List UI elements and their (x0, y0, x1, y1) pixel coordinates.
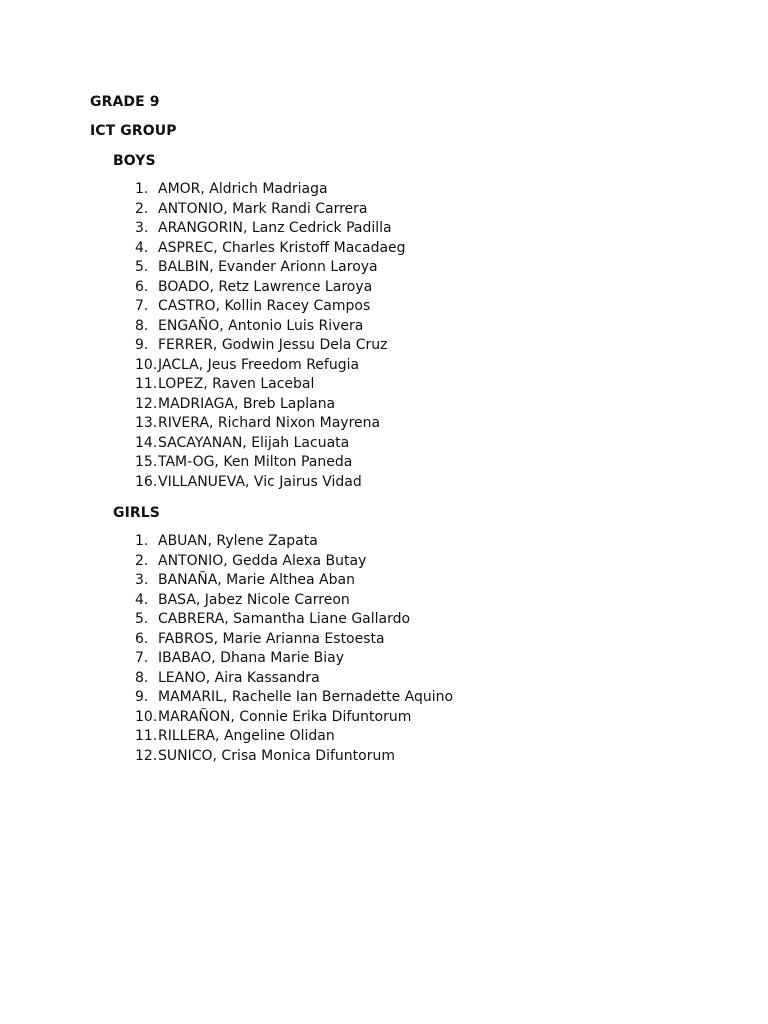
list-item (135, 239, 406, 259)
student-name: BOADO, Retz Lawrence Laroya (158, 278, 373, 295)
list-item (135, 258, 406, 278)
list-item (135, 317, 406, 337)
student-name: CASTRO, Kollin Racey Campos (158, 298, 371, 314)
student-name: ARANGORIN, Lanz Cedrick Padilla (158, 220, 392, 236)
student-name: FERRER, Godwin Jessu Dela Cruz (158, 337, 388, 353)
list-item (135, 434, 406, 454)
list-number: 16. (135, 473, 158, 490)
list-item (135, 552, 453, 572)
list-item (135, 200, 406, 220)
list-item (135, 688, 453, 708)
list-item (135, 669, 453, 689)
list-item (135, 375, 406, 395)
list-number: 11. (135, 376, 158, 392)
student-name: RIVERA, Richard Nixon Mayrena (158, 415, 381, 431)
list-item (135, 414, 406, 434)
boys-list (135, 180, 406, 492)
list-number: 1. (135, 533, 149, 549)
list-number: 13. (135, 415, 158, 431)
list-item (135, 473, 406, 493)
grade-heading: GRADE 9 (90, 94, 160, 110)
list-number: 6. (135, 630, 149, 647)
student-name: IBABAO, Dhana Marie Biay (158, 650, 345, 666)
student-name: AMOR, Aldrich Madriaga (158, 181, 328, 197)
list-number: 11. (135, 728, 158, 744)
list-number: 2. (135, 552, 149, 569)
list-number: 15. (135, 454, 158, 470)
student-name: MARAÑON, Connie Erika Difuntorum (158, 708, 412, 725)
girls-list (135, 532, 453, 766)
student-name: TAM-OG, Ken Milton Paneda (158, 454, 353, 470)
student-name: LOPEZ, Raven Lacebal (158, 376, 315, 392)
student-name: JACLA, Jeus Freedom Refugia (158, 356, 360, 373)
student-name: LEANO, Aira Kassandra (158, 669, 320, 686)
boys-heading: BOYS (113, 153, 156, 169)
student-name: BANAÑA, Marie Althea Aban (158, 572, 355, 588)
list-item (135, 532, 453, 552)
student-name: ANTONIO, Gedda Alexa Butay (158, 552, 367, 569)
student-name: ANTONIO, Mark Randi Carrera (158, 200, 368, 217)
student-name: SUNICO, Crisa Monica Difuntorum (158, 747, 395, 764)
student-name: FABROS, Marie Arianna Estoesta (158, 630, 385, 647)
list-number: 10. (135, 356, 158, 373)
student-name: ASPREC, Charles Kristoff Macadaeg (158, 239, 406, 256)
list-number: 9. (135, 337, 149, 353)
list-item (135, 708, 453, 728)
list-item (135, 591, 453, 611)
list-number: 4. (135, 591, 149, 608)
list-number: 8. (135, 669, 149, 686)
list-item (135, 219, 406, 239)
student-name: MADRIAGA, Breb Laplana (158, 395, 336, 412)
list-number: 7. (135, 650, 149, 666)
list-number: 4. (135, 239, 149, 256)
list-item (135, 747, 453, 767)
student-name: BASA, Jabez Nicole Carreon (158, 591, 350, 608)
list-item (135, 571, 453, 591)
list-item (135, 395, 406, 415)
list-item (135, 356, 406, 376)
list-number: 7. (135, 298, 149, 314)
list-item (135, 278, 406, 298)
student-name: SACAYANAN, Elijah Lacuata (158, 434, 350, 451)
list-item (135, 630, 453, 650)
list-number: 10. (135, 708, 158, 725)
list-item (135, 610, 453, 630)
list-item (135, 649, 453, 669)
list-number: 12. (135, 747, 158, 764)
list-item (135, 297, 406, 317)
list-number: 3. (135, 220, 149, 236)
list-number: 12. (135, 395, 158, 412)
list-item (135, 727, 453, 747)
list-number: 14. (135, 434, 158, 451)
list-item (135, 180, 406, 200)
student-name: MAMARIL, Rachelle Ian Bernadette Aquino (158, 689, 454, 705)
list-item (135, 453, 406, 473)
list-item (135, 336, 406, 356)
list-number: 5. (135, 259, 149, 275)
list-number: 9. (135, 689, 149, 705)
girls-heading: GIRLS (113, 505, 160, 521)
list-number: 2. (135, 200, 149, 217)
group-heading: ICT GROUP (90, 123, 177, 139)
student-name: BALBIN, Evander Arionn Laroya (158, 259, 378, 275)
student-name: ABUAN, Rylene Zapata (158, 533, 318, 549)
list-number: 6. (135, 278, 149, 295)
student-name: ENGAÑO, Antonio Luis Rivera (158, 317, 364, 334)
list-number: 1. (135, 181, 149, 197)
list-number: 8. (135, 317, 149, 334)
student-name: VILLANUEVA, Vic Jairus Vidad (158, 473, 362, 490)
student-name: CABRERA, Samantha Liane Gallardo (158, 611, 411, 627)
list-number: 3. (135, 572, 149, 588)
student-name: RILLERA, Angeline Olidan (158, 728, 335, 744)
list-number: 5. (135, 611, 149, 627)
